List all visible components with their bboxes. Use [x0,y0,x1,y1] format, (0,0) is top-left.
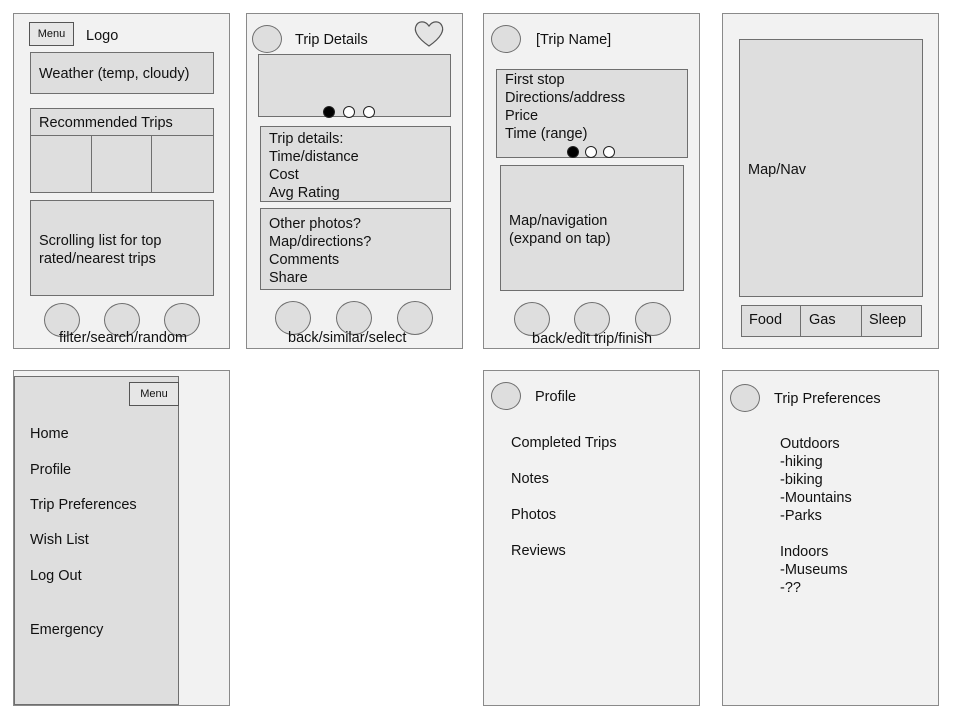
carousel-dot[interactable] [363,106,375,118]
logo: Logo [86,28,119,44]
trip-screen [483,13,700,349]
heart-icon[interactable] [413,20,445,48]
avatar[interactable] [491,382,521,410]
carousel-dot[interactable] [323,106,335,118]
extras-panel [260,208,451,290]
poi-tab-bar [741,305,922,337]
avatar[interactable] [252,25,282,53]
screen-title: [Trip Name] [536,32,612,48]
menu-item-wish-list[interactable]: Wish List [30,532,89,548]
tab-gas-label: Gas [809,312,836,328]
map-navigation-panel[interactable] [500,165,684,291]
map-label: Map/Nav [748,162,807,178]
menu-drawer-screen [13,370,230,706]
trip-card[interactable] [92,136,152,192]
profile-item-photos[interactable]: Photos [511,507,557,523]
tab-food-label: Food [749,312,783,328]
menu-button[interactable]: Menu [129,382,179,406]
weather-label: Weather (temp, cloudy) [39,66,190,82]
weather-panel [30,52,214,94]
carousel-dot[interactable] [567,146,579,158]
stop-card-text: First stop Directions/address Price Time (range) [505,72,626,142]
recommended-trips-header[interactable] [30,108,214,136]
tab-sleep[interactable] [862,306,922,336]
preferences-list[interactable]: Outdoors -hiking -biking -Mountains -Parks Indoors -Museums -?? [780,436,852,596]
extras-text: Other photos? Map/directions? Comments Share [269,216,372,286]
profile-item-notes[interactable]: Notes [511,471,549,487]
carousel-dot[interactable] [603,146,615,158]
profile-item-reviews[interactable]: Reviews [511,543,566,559]
map-screen [722,13,939,349]
trip-details-panel [260,126,451,202]
screen-title: Trip Preferences [774,391,881,407]
menu-item-home[interactable]: Home [30,426,69,442]
buttons-caption: back/edit trip/finish [532,331,653,347]
screen-title: Profile [535,389,577,405]
profile-screen [483,370,700,706]
tab-gas[interactable] [801,306,862,336]
menu-item-trip-preferences[interactable]: Trip Preferences [30,497,137,513]
screen-title: Trip Details [295,32,368,48]
menu-button[interactable]: Menu [29,22,74,46]
tab-sleep-label: Sleep [869,312,907,328]
trip-details-screen [246,13,463,349]
scrolling-trip-list[interactable] [30,200,214,296]
menu-item-emergency[interactable]: Emergency [30,622,104,638]
stop-card[interactable] [496,69,688,158]
home-screen [13,13,230,349]
recommended-trips-label: Recommended Trips [39,115,173,131]
avatar[interactable] [491,25,521,53]
menu-item-log-out[interactable]: Log Out [30,568,82,584]
menu-item-profile[interactable]: Profile [30,462,72,478]
map-view[interactable] [739,39,923,297]
scrolling-list-label: Scrolling list for top rated/nearest trips [39,233,162,267]
tab-food[interactable] [742,306,801,336]
buttons-caption: filter/search/random [59,330,188,346]
buttons-caption: back/similar/select [288,330,407,346]
trip-preferences-screen [722,370,939,706]
carousel-dot[interactable] [585,146,597,158]
trip-details-text: Trip details: Time/distance Cost Avg Rating [269,131,359,201]
map-navigation-label: Map/navigation (expand on tap) [509,213,611,247]
carousel-dot[interactable] [343,106,355,118]
recommended-trips-carousel[interactable] [30,135,214,193]
avatar[interactable] [730,384,760,412]
trip-card[interactable] [31,136,92,192]
profile-item-completed-trips[interactable]: Completed Trips [511,435,617,451]
photo-carousel[interactable] [258,54,451,117]
